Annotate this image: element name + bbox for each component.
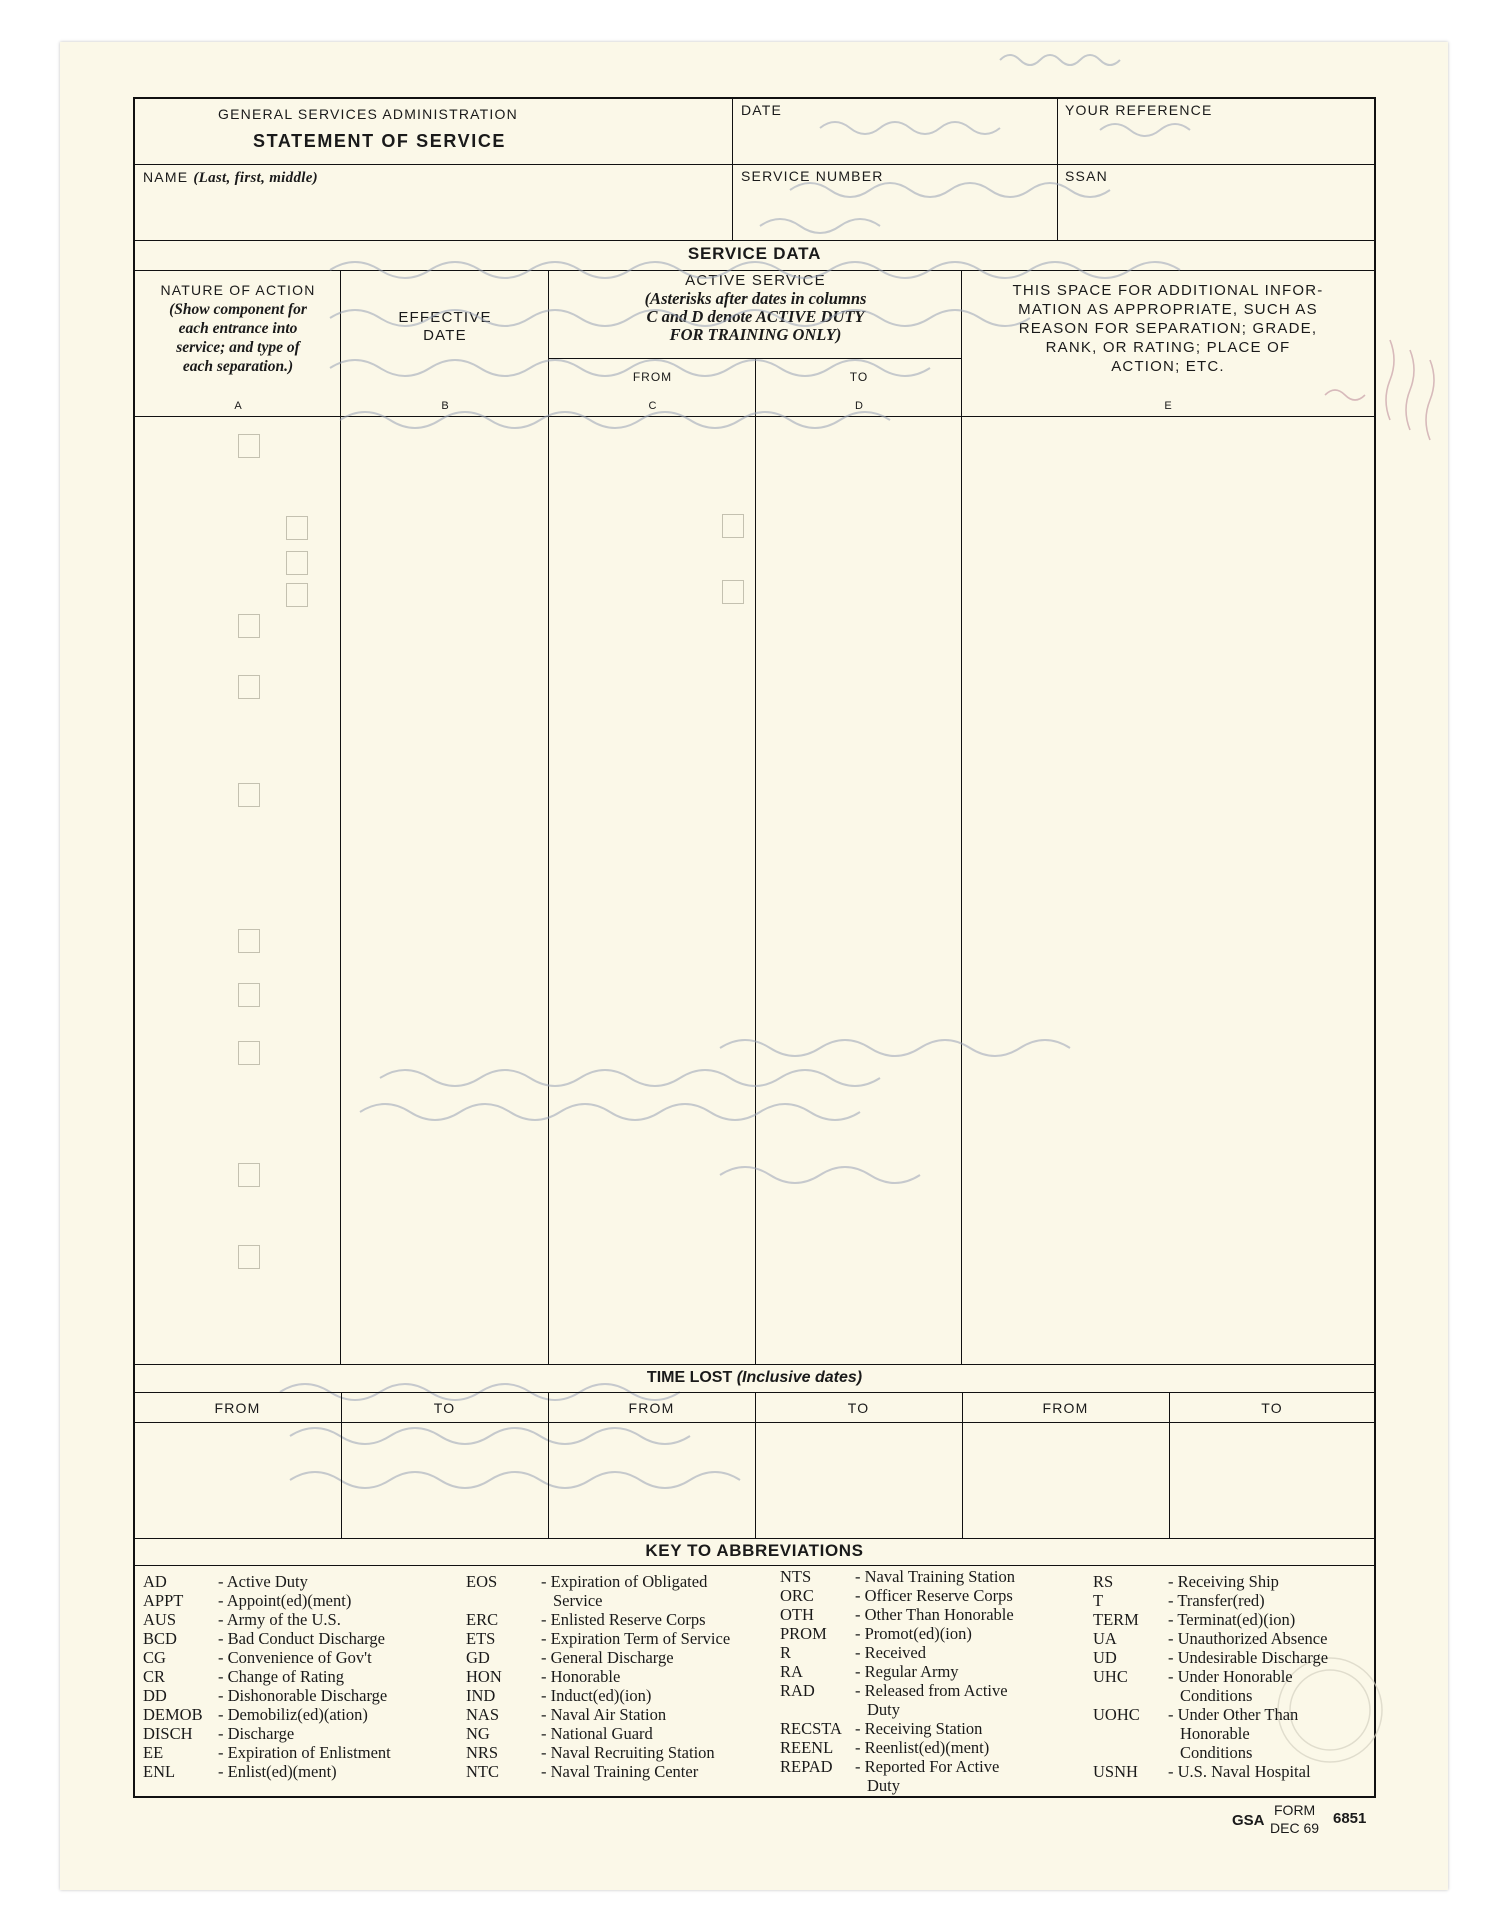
key-definition: - Transfer(red) bbox=[1168, 1591, 1265, 1610]
key-entry bbox=[780, 1738, 1090, 1757]
key-definition: - Convenience of Gov't bbox=[218, 1648, 372, 1667]
note-line: C and D denote ACTIVE DUTY bbox=[646, 307, 865, 326]
key-definition: - General Discharge bbox=[541, 1648, 674, 1667]
key-abbreviation: EE bbox=[143, 1743, 164, 1762]
column-rule-b bbox=[548, 270, 549, 1364]
key-entry bbox=[1093, 1667, 1383, 1686]
key-title: KEY TO ABBREVIATIONS bbox=[645, 1541, 864, 1560]
key-definition: Service bbox=[553, 1591, 603, 1610]
key-abbreviation: NTS bbox=[780, 1567, 812, 1586]
key-abbreviation: RS bbox=[1093, 1572, 1114, 1591]
key-abbreviation: ENL bbox=[143, 1762, 176, 1781]
key-definition: - Reenlist(ed)(ment) bbox=[855, 1738, 990, 1757]
reverse-checkbox bbox=[238, 614, 260, 638]
key-abbreviation: BCD bbox=[143, 1629, 177, 1648]
column-letter-d: D bbox=[855, 400, 863, 412]
active-service-title: ACTIVE SERVICE bbox=[685, 272, 826, 289]
key-definition: - Change of Rating bbox=[218, 1667, 345, 1686]
header-column-rule bbox=[732, 98, 733, 240]
key-entry bbox=[780, 1624, 1090, 1643]
key-definition: - Terminat(ed)(ion) bbox=[1168, 1610, 1296, 1629]
key-definition: - National Guard bbox=[541, 1724, 653, 1743]
key-definition: - Receiving Station bbox=[855, 1719, 983, 1738]
key-entry bbox=[780, 1586, 1090, 1605]
time-lost-header-from: FROM bbox=[214, 1400, 261, 1416]
active-service-rule bbox=[548, 358, 961, 359]
column-letter-e: E bbox=[1164, 400, 1172, 412]
header-bottom-rule bbox=[134, 240, 1375, 241]
key-definition: Honorable bbox=[1180, 1724, 1250, 1743]
key-entry bbox=[780, 1757, 1090, 1776]
column-letter-b: B bbox=[441, 400, 449, 412]
footer-form-number: 6851 bbox=[1333, 1810, 1367, 1827]
key-entry bbox=[1093, 1610, 1383, 1629]
key-definition: - Expiration of Obligated bbox=[541, 1572, 708, 1591]
title-line: DATE bbox=[423, 327, 467, 344]
key-entry bbox=[1093, 1686, 1383, 1705]
time-lost-header-to: TO bbox=[847, 1400, 870, 1416]
key-definition: - Induct(ed)(ion) bbox=[541, 1686, 652, 1705]
key-entry bbox=[143, 1686, 463, 1705]
key-definition: - Expiration Term of Service bbox=[541, 1629, 731, 1648]
key-abbreviation bbox=[1093, 1743, 1168, 1762]
key-entry bbox=[780, 1719, 1090, 1738]
key-definition: - Appoint(ed)(ment) bbox=[218, 1591, 352, 1610]
note-line: THIS SPACE FOR ADDITIONAL INFOR- bbox=[1012, 282, 1324, 299]
key-entry bbox=[466, 1743, 786, 1762]
key-abbreviation: NTC bbox=[466, 1762, 499, 1781]
key-entry bbox=[780, 1681, 1090, 1700]
key-abbreviation: ETS bbox=[466, 1629, 496, 1648]
key-abbreviation: DISCH bbox=[143, 1724, 193, 1743]
key-definition: - Demobiliz(ed)(ation) bbox=[218, 1705, 368, 1724]
key-entry bbox=[466, 1610, 786, 1629]
key-abbreviation: ERC bbox=[466, 1610, 499, 1629]
form-title: STATEMENT OF SERVICE bbox=[253, 131, 507, 151]
reverse-checkbox bbox=[238, 675, 260, 699]
key-definition: - Regular Army bbox=[855, 1662, 959, 1681]
key-abbreviation bbox=[1093, 1724, 1168, 1743]
key-abbreviation: EOS bbox=[466, 1572, 498, 1591]
key-definition: - Discharge bbox=[218, 1724, 295, 1743]
title-line: EFFECTIVE bbox=[398, 309, 492, 326]
key-definition: - Promot(ed)(ion) bbox=[855, 1624, 972, 1643]
key-entry bbox=[780, 1643, 1090, 1662]
key-entry bbox=[1093, 1591, 1383, 1610]
key-entry bbox=[143, 1610, 463, 1629]
key-definition: - Naval Training Center bbox=[541, 1762, 699, 1781]
column-rule-c bbox=[755, 358, 756, 1364]
key-entry bbox=[143, 1705, 463, 1724]
time-lost-top-rule bbox=[134, 1364, 1375, 1365]
footer-agency-code: GSA bbox=[1232, 1812, 1265, 1829]
key-definition: - Naval Training Station bbox=[855, 1567, 1015, 1586]
key-column-4 bbox=[1093, 1572, 1383, 1781]
key-definition: - Naval Recruiting Station bbox=[541, 1743, 715, 1762]
key-definition: Duty bbox=[867, 1700, 900, 1719]
key-definition: - Enlisted Reserve Corps bbox=[541, 1610, 706, 1629]
key-abbreviation: IND bbox=[466, 1686, 496, 1705]
key-abbreviation: UHC bbox=[1093, 1667, 1128, 1686]
key-definition: - Unauthorized Absence bbox=[1168, 1629, 1328, 1648]
key-abbreviation: NAS bbox=[466, 1705, 500, 1724]
key-abbreviation bbox=[780, 1700, 855, 1719]
time-lost-title bbox=[134, 1369, 1375, 1387]
key-abbreviation: APPT bbox=[143, 1591, 184, 1610]
column-rule-d bbox=[961, 270, 962, 1364]
reverse-checkbox bbox=[286, 551, 308, 575]
note-line: MATION AS APPROPRIATE, SUCH AS bbox=[1018, 301, 1318, 318]
key-definition: Conditions bbox=[1180, 1686, 1253, 1705]
time-lost-subtitle: (Inclusive dates) bbox=[736, 1369, 863, 1386]
key-entry bbox=[1093, 1572, 1383, 1591]
date-label: DATE bbox=[741, 102, 783, 118]
key-entry bbox=[143, 1591, 463, 1610]
your-reference-label: YOUR REFERENCE bbox=[1065, 102, 1213, 118]
key-entry bbox=[143, 1629, 463, 1648]
key-abbreviation: CR bbox=[143, 1667, 166, 1686]
key-abbreviation bbox=[466, 1591, 541, 1610]
key-entry bbox=[466, 1591, 786, 1610]
column-letter-a: A bbox=[234, 400, 242, 412]
ssan-label: SSAN bbox=[1065, 168, 1108, 184]
service-data-title: SERVICE DATA bbox=[687, 244, 822, 263]
key-abbreviation: RA bbox=[780, 1662, 803, 1681]
key-definition: - Officer Reserve Corps bbox=[855, 1586, 1013, 1605]
key-abbreviation: UD bbox=[1093, 1648, 1117, 1667]
time-lost-header-from: FROM bbox=[1042, 1400, 1089, 1416]
key-definition: - Reported For Active bbox=[855, 1757, 1000, 1776]
key-abbreviation: OTH bbox=[780, 1605, 814, 1624]
header-divider bbox=[134, 164, 1375, 165]
key-abbreviation: UA bbox=[1093, 1629, 1117, 1648]
column-header-bottom-rule bbox=[134, 416, 1375, 417]
reverse-checkbox bbox=[722, 580, 744, 604]
key-entry bbox=[780, 1700, 1090, 1719]
key-definition: - Received bbox=[855, 1643, 927, 1662]
key-abbreviation: GD bbox=[466, 1648, 490, 1667]
to-column-label: TO bbox=[849, 370, 869, 384]
key-entry bbox=[143, 1572, 463, 1591]
key-abbreviation: R bbox=[780, 1643, 792, 1662]
reverse-checkbox bbox=[722, 514, 744, 538]
key-abbreviation: USNH bbox=[1093, 1762, 1138, 1781]
note-line: (Asterisks after dates in columns bbox=[644, 289, 867, 308]
nature-of-action-note bbox=[136, 300, 340, 376]
reverse-checkbox bbox=[238, 983, 260, 1007]
key-abbreviation: DEMOB bbox=[143, 1705, 203, 1724]
key-entry bbox=[1093, 1743, 1383, 1762]
key-entry bbox=[466, 1686, 786, 1705]
key-entry bbox=[143, 1648, 463, 1667]
key-abbreviation: ORC bbox=[780, 1586, 814, 1605]
key-abbreviation bbox=[780, 1776, 855, 1795]
key-definition: - Enlist(ed)(ment) bbox=[218, 1762, 337, 1781]
key-column-1 bbox=[143, 1572, 463, 1781]
key-abbreviation: HON bbox=[466, 1667, 502, 1686]
key-entry bbox=[466, 1705, 786, 1724]
note-line: ACTION; ETC. bbox=[1111, 358, 1225, 375]
key-abbreviation: REENL bbox=[780, 1738, 834, 1757]
agency-name: GENERAL SERVICES ADMINISTRATION bbox=[218, 106, 518, 122]
key-title-rule bbox=[134, 1565, 1375, 1566]
key-abbreviation: NRS bbox=[466, 1743, 499, 1762]
key-entry bbox=[1093, 1762, 1383, 1781]
key-abbreviation: RECSTA bbox=[780, 1719, 842, 1738]
key-definition: - Bad Conduct Discharge bbox=[218, 1629, 385, 1648]
key-entry bbox=[466, 1667, 786, 1686]
key-definition: Conditions bbox=[1180, 1743, 1253, 1762]
key-abbreviation: REPAD bbox=[780, 1757, 833, 1776]
key-definition: - Undesirable Discharge bbox=[1168, 1648, 1329, 1667]
reverse-checkbox bbox=[238, 1245, 260, 1269]
key-entry bbox=[143, 1762, 463, 1781]
time-lost-header-from: FROM bbox=[628, 1400, 675, 1416]
name-hint: (Last, first, middle) bbox=[193, 170, 318, 186]
key-definition: - Receiving Ship bbox=[1168, 1572, 1279, 1591]
key-entry bbox=[1093, 1705, 1383, 1724]
key-definition: - Expiration of Enlistment bbox=[218, 1743, 391, 1762]
reverse-checkbox bbox=[238, 783, 260, 807]
key-abbreviation: TERM bbox=[1093, 1610, 1139, 1629]
note-line: RANK, OR RATING; PLACE OF bbox=[1045, 339, 1291, 356]
key-abbreviation: PROM bbox=[780, 1624, 827, 1643]
key-entry bbox=[1093, 1629, 1383, 1648]
key-abbreviation: CG bbox=[143, 1648, 166, 1667]
key-abbreviation: UOHC bbox=[1093, 1705, 1140, 1724]
effective-date-title bbox=[342, 309, 548, 345]
reverse-checkbox bbox=[238, 1041, 260, 1065]
from-column-label: FROM bbox=[632, 370, 673, 384]
active-service-note bbox=[550, 290, 961, 344]
key-definition: - Under Other Than bbox=[1168, 1705, 1299, 1724]
key-definition: - Dishonorable Discharge bbox=[218, 1686, 388, 1705]
key-entry bbox=[780, 1567, 1090, 1586]
name-label bbox=[143, 169, 318, 187]
key-abbreviation: RAD bbox=[780, 1681, 815, 1700]
key-entry bbox=[1093, 1724, 1383, 1743]
key-entry bbox=[466, 1762, 786, 1781]
key-definition: - Under Honorable bbox=[1168, 1667, 1293, 1686]
key-definition: - Naval Air Station bbox=[541, 1705, 667, 1724]
key-definition: - U.S. Naval Hospital bbox=[1168, 1762, 1311, 1781]
key-abbreviation: NG bbox=[466, 1724, 490, 1743]
note-line: each separation.) bbox=[182, 358, 294, 375]
key-entry bbox=[1093, 1648, 1383, 1667]
key-entry bbox=[143, 1724, 463, 1743]
key-top-rule bbox=[134, 1538, 1375, 1539]
key-definition: Duty bbox=[867, 1776, 900, 1795]
key-definition: - Honorable bbox=[541, 1667, 621, 1686]
service-number-label: SERVICE NUMBER bbox=[741, 168, 884, 184]
key-entry bbox=[143, 1667, 463, 1686]
key-entry bbox=[466, 1648, 786, 1667]
note-line: FOR TRAINING ONLY) bbox=[669, 325, 842, 344]
key-entry bbox=[780, 1776, 1090, 1795]
key-definition: - Released from Active bbox=[855, 1681, 1008, 1700]
column-rule-a bbox=[340, 270, 341, 1364]
key-column-2 bbox=[466, 1572, 786, 1781]
time-lost-header-to: TO bbox=[433, 1400, 456, 1416]
nature-of-action-title: NATURE OF ACTION bbox=[160, 282, 316, 298]
key-definition: - Active Duty bbox=[218, 1572, 308, 1591]
service-data-title-rule bbox=[134, 270, 1375, 271]
reverse-checkbox bbox=[238, 1163, 260, 1187]
key-entry bbox=[466, 1572, 786, 1591]
footer-form-date: DEC 69 bbox=[1270, 1820, 1320, 1836]
column-letter-c: C bbox=[648, 400, 657, 412]
note-line: (Show component for bbox=[169, 301, 307, 318]
key-abbreviation: AD bbox=[143, 1572, 167, 1591]
note-line: each entrance into bbox=[178, 320, 298, 337]
key-abbreviation bbox=[1093, 1686, 1168, 1705]
key-definition: - Other Than Honorable bbox=[855, 1605, 1014, 1624]
key-definition: - Army of the U.S. bbox=[218, 1610, 341, 1629]
time-lost-title-text: TIME LOST bbox=[646, 1369, 733, 1386]
key-column-3 bbox=[780, 1567, 1090, 1795]
key-entry bbox=[466, 1724, 786, 1743]
note-line: service; and type of bbox=[176, 339, 300, 356]
reverse-checkbox bbox=[286, 516, 308, 540]
additional-info-note bbox=[963, 281, 1373, 376]
footer-form-word: FORM bbox=[1274, 1802, 1316, 1818]
name-label-text: NAME bbox=[143, 169, 189, 185]
header-column-rule-2 bbox=[1057, 98, 1058, 240]
time-lost-header-to: TO bbox=[1261, 1400, 1283, 1416]
note-line: REASON FOR SEPARATION; GRADE, bbox=[1018, 320, 1318, 337]
reverse-checkbox bbox=[238, 929, 260, 953]
key-entry bbox=[466, 1629, 786, 1648]
key-abbreviation: DD bbox=[143, 1686, 167, 1705]
reverse-checkbox bbox=[238, 434, 260, 458]
key-abbreviation: T bbox=[1093, 1591, 1104, 1610]
key-entry bbox=[143, 1743, 463, 1762]
key-entry bbox=[780, 1662, 1090, 1681]
key-abbreviation: AUS bbox=[143, 1610, 177, 1629]
reverse-checkbox bbox=[286, 583, 308, 607]
key-entry bbox=[780, 1605, 1090, 1624]
